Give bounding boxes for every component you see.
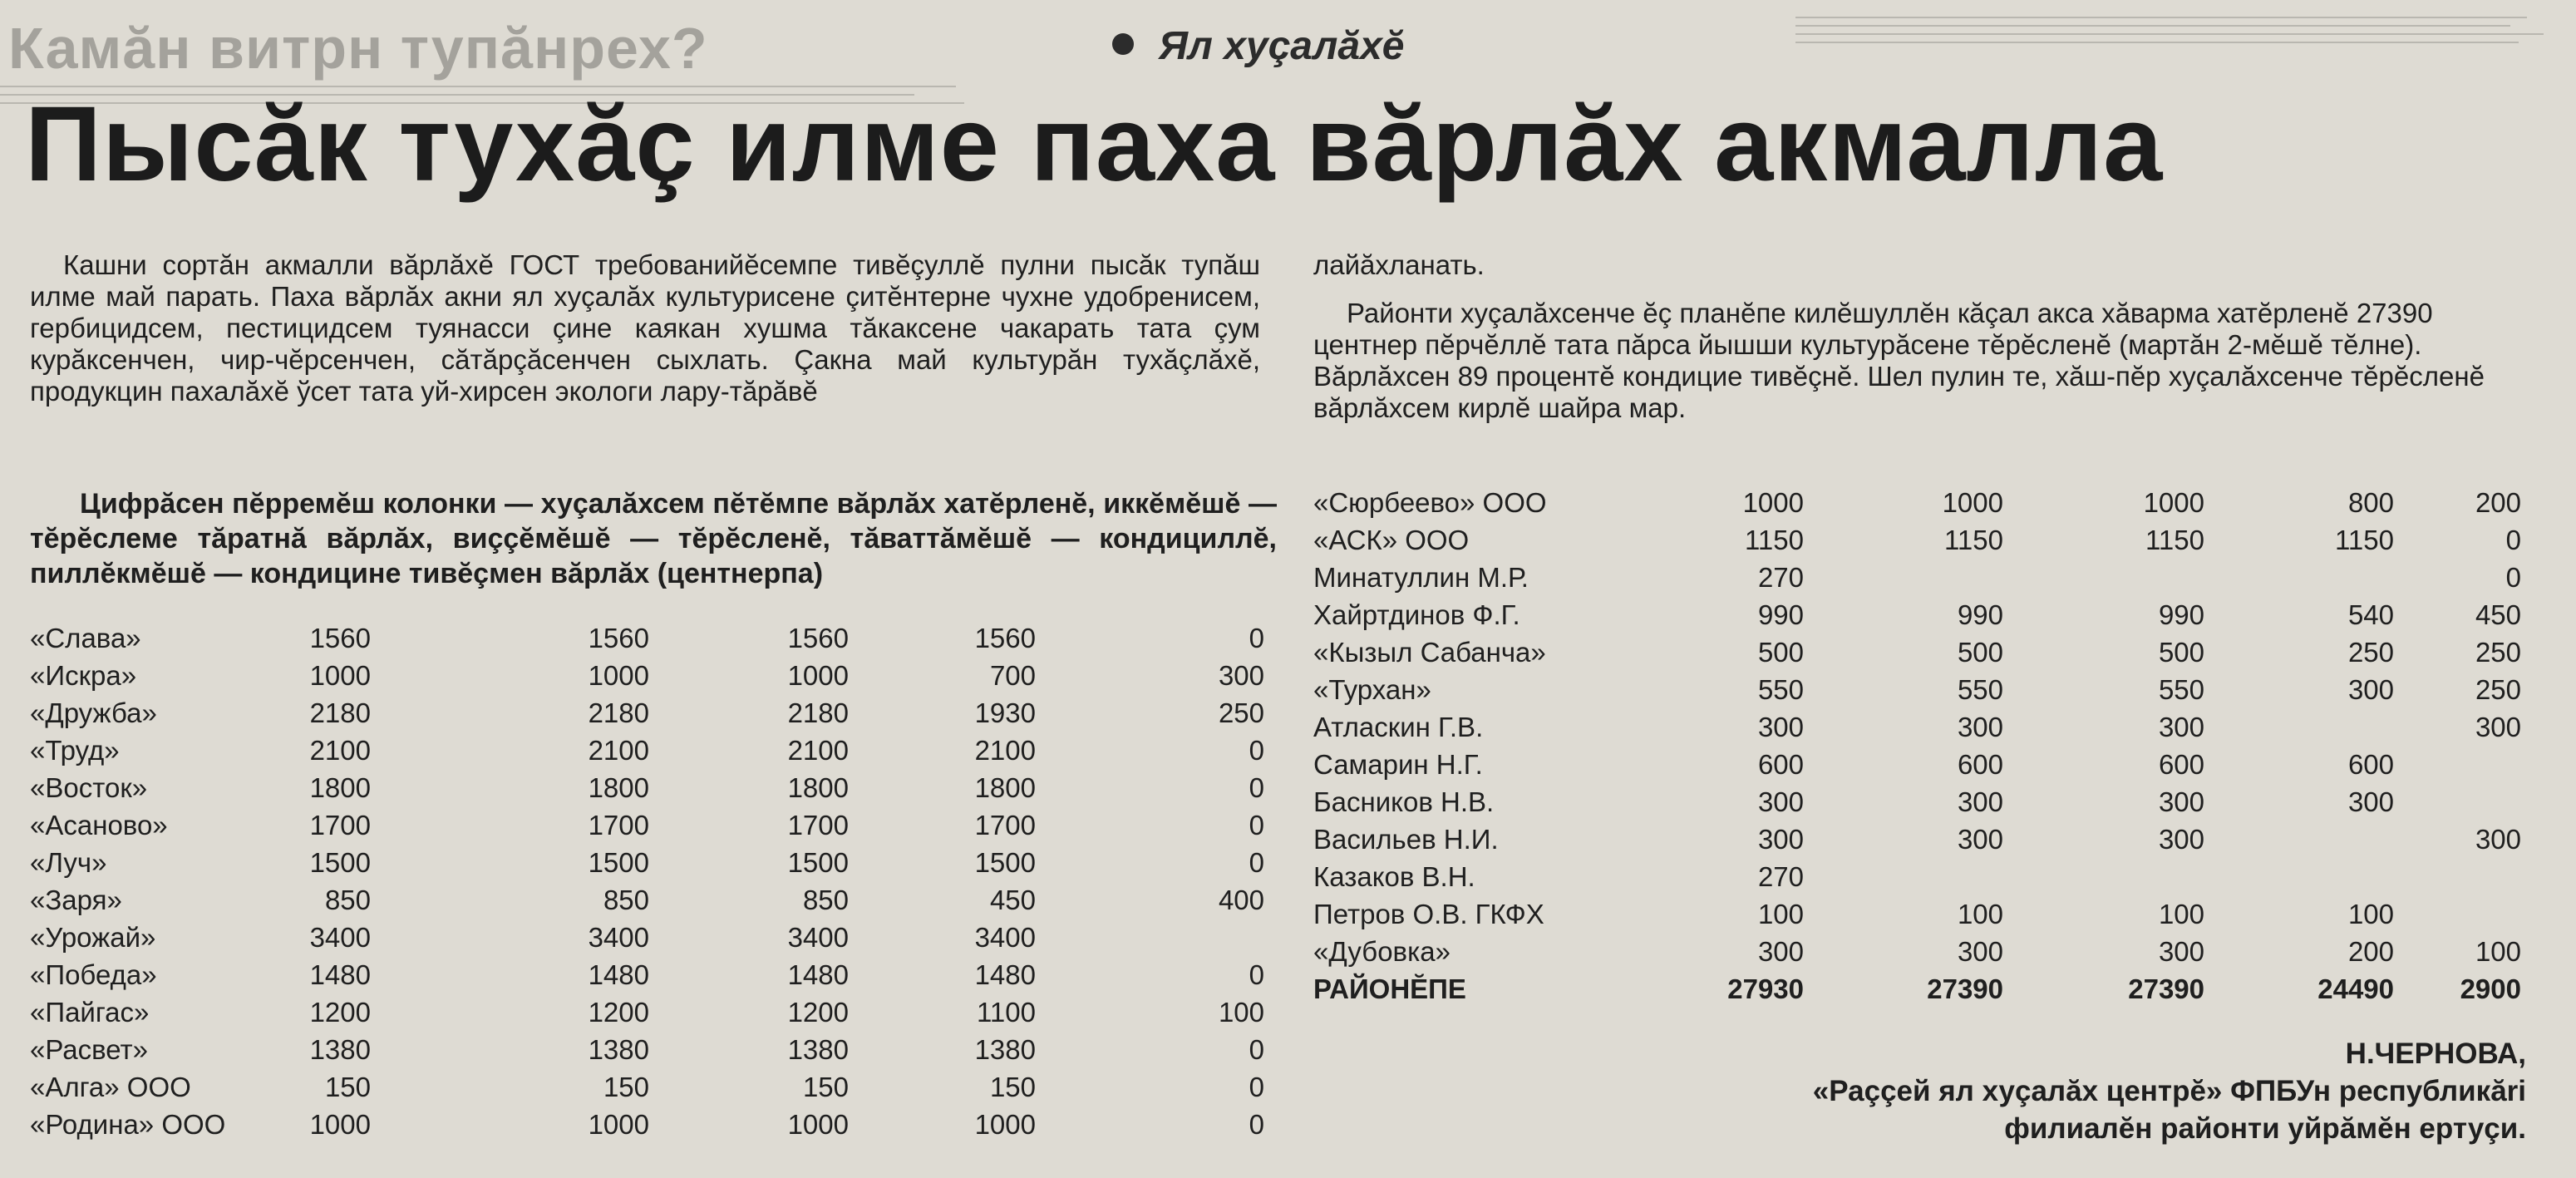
value-col-1: 27930 <box>1727 973 1804 1004</box>
value-col-2: 2100 <box>588 735 649 766</box>
table-row <box>30 769 1277 806</box>
value-col-5: 0 <box>1249 810 1264 840</box>
table-row <box>1313 708 2560 746</box>
value-col-2: 1000 <box>588 1109 649 1140</box>
author-org-line-2: филиалĕн районти уйрăмĕн ертуçи. <box>2004 1112 2526 1145</box>
table-row <box>1313 746 2560 783</box>
value-col-1: 300 <box>1757 786 1804 817</box>
value-col-1: 270 <box>1757 562 1804 593</box>
value-col-5: 0 <box>1249 1072 1264 1102</box>
farm-name: «Слава» <box>30 623 141 653</box>
value-col-2: 150 <box>603 1072 649 1102</box>
farm-name: «Родина» ООО <box>30 1109 226 1140</box>
value-col-4: 1800 <box>974 772 1036 803</box>
value-col-1: 990 <box>1757 599 1804 630</box>
farm-name: «Дубовка» <box>1313 936 1451 967</box>
value-col-1: 300 <box>1757 936 1804 967</box>
table-row <box>1313 783 2560 821</box>
value-col-5: 250 <box>1218 697 1264 728</box>
intro-paragraph: Кашни сортăн акмалли вăрлăхĕ ГОСТ требованийĕсемпе тивĕçуллĕ пулни пысăк тупăш илме май парать. Паха вăрлăх акни ял хуçалăх культурисене çитĕнтерне чухне удобренисем, гербицидсем, пестицидсем туянасси çине каякан хушма тăкаксене чакарать тата çум курăксенчен, чир-чĕрсенчен, сăтăрçăсенчен сыхлать. Çакна май культурăн тухăçлăхĕ, продукцин пахалăхĕ ўсет тата уй-хирсен экологи лару-тăрăвĕ <box>30 249 1260 407</box>
farm-name: Минатуллин М.Р. <box>1313 562 1529 593</box>
value-col-3: 1480 <box>787 959 849 990</box>
value-col-2: 100 <box>1957 899 2003 929</box>
value-col-2: 1500 <box>588 847 649 878</box>
table-row <box>30 1031 1277 1068</box>
value-col-2: 300 <box>1957 786 2003 817</box>
value-col-3: 300 <box>2158 786 2204 817</box>
author-name: Н.ЧЕРНОВА, <box>2345 1038 2526 1070</box>
value-col-2: 1560 <box>588 623 649 653</box>
farm-name: Хайртдинов Ф.Г. <box>1313 599 1520 630</box>
section-rubric <box>1112 23 1405 69</box>
value-col-3: 100 <box>2158 899 2204 929</box>
table-row <box>30 1106 1277 1143</box>
value-col-3: 27390 <box>2128 973 2204 1004</box>
value-col-5: 300 <box>1218 660 1264 691</box>
value-col-4: 24490 <box>2317 973 2394 1004</box>
table-row <box>1313 559 2560 596</box>
value-col-4: 800 <box>2347 487 2394 518</box>
value-col-4: 1100 <box>977 997 1036 1028</box>
value-col-2: 300 <box>1957 936 2003 967</box>
value-col-3: 300 <box>2158 936 2204 967</box>
value-col-2: 300 <box>1957 712 2003 742</box>
table-row <box>30 993 1277 1031</box>
farm-name: «Сюрбеево» ООО <box>1313 487 1547 518</box>
value-col-5: 0 <box>2505 525 2521 555</box>
value-col-5: 300 <box>2475 712 2521 742</box>
value-col-5: 0 <box>1249 959 1264 990</box>
table-row <box>30 694 1277 732</box>
table-row <box>1313 484 2560 521</box>
value-col-2: 1380 <box>588 1034 649 1065</box>
value-col-1: 850 <box>324 885 371 915</box>
value-col-1: 300 <box>1757 824 1804 855</box>
value-col-2: 300 <box>1957 824 2003 855</box>
farm-name: Казаков В.Н. <box>1313 861 1475 892</box>
table-row <box>30 732 1277 769</box>
value-col-3: 2180 <box>787 697 849 728</box>
value-col-3: 1000 <box>787 1109 849 1140</box>
table-row <box>1313 895 2560 933</box>
value-col-2: 550 <box>1957 674 2003 705</box>
value-col-5: 200 <box>2475 487 2521 518</box>
farm-name: Атласкин Г.В. <box>1313 712 1484 742</box>
value-col-4: 3400 <box>974 922 1036 953</box>
farm-name: «Кызыл Сабанча» <box>1313 637 1546 668</box>
value-col-3: 850 <box>802 885 849 915</box>
value-col-4: 1560 <box>974 623 1036 653</box>
value-col-3: 300 <box>2158 712 2204 742</box>
value-col-1: 2100 <box>309 735 371 766</box>
value-col-4: 300 <box>2347 786 2394 817</box>
value-col-4: 100 <box>2347 899 2394 929</box>
value-col-5: 0 <box>1249 1109 1264 1140</box>
table-row <box>1313 671 2560 708</box>
value-col-4: 450 <box>989 885 1036 915</box>
value-col-1: 1000 <box>309 660 371 691</box>
table-row <box>30 806 1277 844</box>
value-col-1: 150 <box>324 1072 371 1102</box>
value-col-1: 300 <box>1757 712 1804 742</box>
value-col-4: 200 <box>2347 936 2394 967</box>
value-col-5: 250 <box>2475 674 2521 705</box>
value-col-1: 1000 <box>1742 487 1804 518</box>
value-col-1: 270 <box>1757 861 1804 892</box>
table-row <box>1313 933 2560 970</box>
table-row <box>30 657 1277 694</box>
value-col-2: 1000 <box>1942 487 2003 518</box>
value-col-3: 2100 <box>787 735 849 766</box>
value-col-5: 100 <box>2475 936 2521 967</box>
value-col-3: 1200 <box>787 997 849 1028</box>
value-col-3: 1800 <box>787 772 849 803</box>
value-col-3: 1000 <box>787 660 849 691</box>
farm-name: «Турхан» <box>1313 674 1431 705</box>
value-col-4: 600 <box>2347 749 2394 780</box>
value-col-1: 1200 <box>309 997 371 1028</box>
rubric-label: Ял хуçалăхĕ <box>1159 24 1405 68</box>
value-col-3: 500 <box>2158 637 2204 668</box>
table-row <box>30 881 1277 919</box>
value-col-2: 1480 <box>588 959 649 990</box>
value-col-3: 1500 <box>787 847 849 878</box>
value-col-2: 850 <box>603 885 649 915</box>
farm-name: Петров О.В. ГКФХ <box>1313 899 1544 929</box>
value-col-3: 1150 <box>2145 525 2204 555</box>
farm-name: «Расвет» <box>30 1034 149 1065</box>
value-col-4: 1000 <box>974 1109 1036 1140</box>
farm-name: «АСК» ООО <box>1313 525 1470 555</box>
value-col-3: 1380 <box>787 1034 849 1065</box>
value-col-2: 600 <box>1957 749 2003 780</box>
value-col-4: 700 <box>989 660 1036 691</box>
value-col-2: 500 <box>1957 637 2003 668</box>
value-col-1: 1480 <box>309 959 371 990</box>
table-row <box>30 844 1277 881</box>
value-col-4: 2100 <box>974 735 1036 766</box>
farm-name: Васильев Н.И. <box>1313 824 1499 855</box>
table-caption: Цифрăсен пĕрремĕш колонки — хуçалăхсем пĕтĕмпе вăрлăх хатĕрленĕ, иккĕмĕшĕ — тĕрĕслеме тăратнă вăрлăх, виççĕмĕшĕ — тĕрĕсленĕ, тăваттăмĕшĕ — кондициллĕ, пиллĕкмĕшĕ — кондицине тивĕçмен вăрлăх (центнерпа) <box>30 488 1277 589</box>
value-col-5: 100 <box>1218 997 1264 1028</box>
value-col-5: 250 <box>2475 637 2521 668</box>
farm-name: «Урожай» <box>30 922 156 953</box>
table-row <box>30 1068 1277 1106</box>
value-col-3: 550 <box>2158 674 2204 705</box>
table-row <box>30 919 1277 956</box>
value-col-5: 400 <box>1218 885 1264 915</box>
value-col-4: 1380 <box>974 1034 1036 1065</box>
value-col-1: 2180 <box>309 697 371 728</box>
value-col-4: 1500 <box>974 847 1036 878</box>
adjacent-article-heading: Камăн витрн тупăнрех? <box>8 16 708 81</box>
value-col-5: 2900 <box>2460 973 2521 1004</box>
bullet-icon <box>1112 33 1134 55</box>
value-col-4: 250 <box>2347 637 2394 668</box>
farm-name: «Восток» <box>30 772 148 803</box>
value-col-1: 1560 <box>309 623 371 653</box>
farm-name: РАЙОНĔПЕ <box>1313 973 1466 1004</box>
value-col-5: 0 <box>1249 1034 1264 1065</box>
table-row <box>1313 633 2560 671</box>
farm-name: «Искра» <box>30 660 137 691</box>
value-col-4: 150 <box>989 1072 1036 1102</box>
value-col-4: 1480 <box>974 959 1036 990</box>
value-col-5: 0 <box>1249 623 1264 653</box>
seed-table-right <box>1313 484 2560 1008</box>
value-col-1: 1000 <box>309 1109 371 1140</box>
value-col-1: 1700 <box>309 810 371 840</box>
value-col-5: 300 <box>2475 824 2521 855</box>
value-col-1: 1150 <box>1745 525 1804 555</box>
value-col-4: 1150 <box>2335 525 2394 555</box>
value-col-5: 0 <box>1249 735 1264 766</box>
value-col-5: 0 <box>2505 562 2521 593</box>
table-row <box>1313 821 2560 858</box>
value-col-3: 300 <box>2158 824 2204 855</box>
table-row <box>1313 858 2560 895</box>
farm-name: «Пайгас» <box>30 997 150 1028</box>
value-col-4: 1930 <box>974 697 1036 728</box>
value-col-5: 450 <box>2475 599 2521 630</box>
value-col-1: 1800 <box>309 772 371 803</box>
farm-name: Самарин Н.Г. <box>1313 749 1483 780</box>
farm-name: «Победа» <box>30 959 157 990</box>
value-col-2: 990 <box>1957 599 2003 630</box>
value-col-3: 1700 <box>787 810 849 840</box>
table-row <box>1313 521 2560 559</box>
farm-name: Басников Н.В. <box>1313 786 1495 817</box>
value-col-2: 3400 <box>588 922 649 953</box>
article-headline: Пысăк тухăç илме паха вăрлăх акмалла <box>25 85 2164 204</box>
value-col-3: 3400 <box>787 922 849 953</box>
value-col-2: 27390 <box>1927 973 2003 1004</box>
seed-table-left <box>30 619 1277 1143</box>
farm-name: «Труд» <box>30 735 120 766</box>
value-col-2: 2180 <box>588 697 649 728</box>
value-col-3: 1560 <box>787 623 849 653</box>
value-col-4: 540 <box>2347 599 2394 630</box>
author-org-line-1: «Раççей ял хуçалăх центрĕ» ФПБУн республикări <box>1812 1075 2526 1107</box>
adjacent-column-bleed <box>1795 0 2569 50</box>
value-col-5: 0 <box>1249 772 1264 803</box>
value-col-2: 1800 <box>588 772 649 803</box>
value-col-1: 1500 <box>309 847 371 878</box>
value-col-1: 3400 <box>309 922 371 953</box>
value-col-1: 550 <box>1757 674 1804 705</box>
value-col-2: 1150 <box>1944 525 2003 555</box>
value-col-3: 150 <box>802 1072 849 1102</box>
value-col-1: 500 <box>1757 637 1804 668</box>
article-intro-left <box>30 249 1260 407</box>
intro-paragraph-2: Районти хуçалăхсенче ĕç планĕпе килĕшуллĕн кăçал акса хăварма хатĕрленĕ 27390 центнер пĕрчĕллĕ тата пăрса йышши культурăсене тĕрĕсленĕ (мартăн 2-мĕшĕ тĕлне). Вăрлăхсен 89 процентĕ кондицие тивĕçнĕ. Шел пулин те, хăш-пĕр хуçалăхсенче тĕрĕсленĕ вăрлăхсем кирлĕ шайра мар. <box>1313 298 2485 423</box>
value-col-3: 600 <box>2158 749 2204 780</box>
table-total-row <box>1313 970 2560 1008</box>
value-col-5: 0 <box>1249 847 1264 878</box>
farm-name: «Алга» ООО <box>30 1072 191 1102</box>
value-col-1: 100 <box>1757 899 1804 929</box>
farm-name: «Асаново» <box>30 810 168 840</box>
article-intro-right <box>1313 249 2544 424</box>
value-col-2: 1000 <box>588 660 649 691</box>
value-col-4: 300 <box>2347 674 2394 705</box>
table-row <box>30 619 1277 657</box>
value-col-1: 600 <box>1757 749 1804 780</box>
farm-name: «Дружба» <box>30 697 157 728</box>
farm-name: «Луч» <box>30 847 107 878</box>
article-signature <box>1813 1035 2526 1147</box>
value-col-3: 1000 <box>2143 487 2204 518</box>
value-col-1: 1380 <box>309 1034 371 1065</box>
table-row <box>1313 596 2560 633</box>
intro-continuation: лайăхланать. <box>1313 249 1485 280</box>
table-row <box>30 956 1277 993</box>
value-col-2: 1200 <box>588 997 649 1028</box>
value-col-4: 1700 <box>974 810 1036 840</box>
farm-name: «Заря» <box>30 885 122 915</box>
value-col-3: 990 <box>2158 599 2204 630</box>
value-col-2: 1700 <box>588 810 649 840</box>
